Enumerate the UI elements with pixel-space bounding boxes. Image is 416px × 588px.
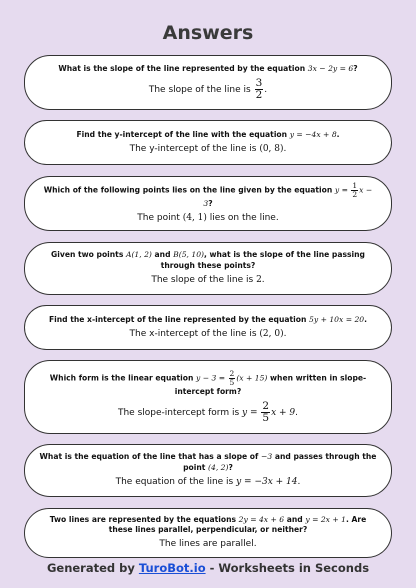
- question-text: Find the x-intercept of the line represented by the equation 5y + 10x = 20.: [48, 314, 368, 324]
- question-text: Which of the following points lies on the line given by the equation y = $\frac{1}{2}$ x − 3?: [43, 181, 373, 208]
- answer-card-5: [24, 305, 392, 350]
- math-expression: y = −4x + 8: [289, 129, 337, 139]
- answer-card-3: [24, 176, 392, 231]
- math-expression: y = −3x + 14: [236, 476, 298, 487]
- math-expression: 5y + 10x = 20: [309, 314, 365, 324]
- answer-card-8: [24, 508, 392, 558]
- question-text: What is the equation of the line that has a slope of −3 and passes through the point (4, 2)?: [39, 452, 377, 472]
- math-expression: (2, 0): [259, 328, 284, 339]
- fraction: $\frac{2}{5}$: [262, 399, 270, 424]
- answer-text: The y-intercept of the line is (0, 8).: [129, 143, 287, 154]
- math-expression: (x + 15): [236, 373, 268, 383]
- math-expression: 2: [256, 274, 262, 285]
- answer-card-6: [24, 360, 392, 434]
- fraction: $\frac{1}{2}$: [352, 181, 358, 200]
- math-expression: x + 9: [271, 408, 296, 418]
- math-expression: y =: [334, 185, 351, 195]
- page-title: Answers: [162, 22, 254, 44]
- math-expression: 3x − 2y = 6: [307, 63, 354, 73]
- answer-card-4: [24, 242, 392, 295]
- turobot-link[interactable]: TuroBot.io: [138, 561, 206, 575]
- answer-text: The slope-intercept form is y = $\frac{2}{5}$ x + 9.: [117, 399, 299, 424]
- answer-text: The lines are parallel.: [159, 539, 257, 550]
- question-text: Given two points A(1, 2) and B(5, 10), what is the slope of the line passing through these points?: [51, 250, 365, 270]
- question-text: Two lines are represented by the equations 2y = 4x + 6 and y = 2x + 1. Are these lines parallel, perpendicular, or neither?: [49, 514, 367, 535]
- fraction: $\frac{3}{2}$: [255, 77, 263, 102]
- answer-card-7: [24, 444, 392, 497]
- math-expression: 2y = 4x + 6: [238, 514, 285, 524]
- question-text: What is the slope of the line represented by the equation 3x − 2y = 6?: [58, 63, 358, 73]
- footer: Generated by TuroBot.io - Worksheets in Seconds: [46, 561, 370, 575]
- math-expression: B(5, 10): [173, 250, 204, 260]
- math-expression: y = 2x + 1: [305, 514, 346, 524]
- answer-card-2: [24, 120, 392, 165]
- answer-text: The point (4, 1) lies on the line.: [137, 213, 279, 224]
- math-expression: (4, 1): [182, 213, 207, 224]
- math-expression: y − 3 =: [196, 373, 228, 383]
- answer-text: The slope of the line is $\frac{3}{2}$ .: [148, 77, 268, 102]
- answer-text: The equation of the line is y = −3x + 14.: [115, 476, 301, 487]
- fraction: $\frac{2}{5}$: [229, 368, 235, 387]
- math-expression: x − 3: [203, 185, 373, 208]
- math-expression: A(1, 2): [125, 250, 152, 260]
- answer-text: The x-intercept of the line is (2, 0).: [129, 328, 287, 339]
- math-expression: (4, 2): [208, 462, 229, 472]
- question-text: Which form is the linear equation y − 3 = $\frac{2}{5}$ (x + 15) when written in slope-intercept form?: [49, 368, 367, 396]
- answer-card-1: [24, 55, 392, 110]
- math-expression: −3: [260, 452, 273, 462]
- question-text: Find the y-intercept of the line with the equation y = −4x + 8.: [76, 129, 340, 139]
- math-expression: (0, 8): [259, 143, 284, 154]
- math-expression: y =: [242, 408, 261, 418]
- answer-text: The slope of the line is 2.: [151, 274, 265, 285]
